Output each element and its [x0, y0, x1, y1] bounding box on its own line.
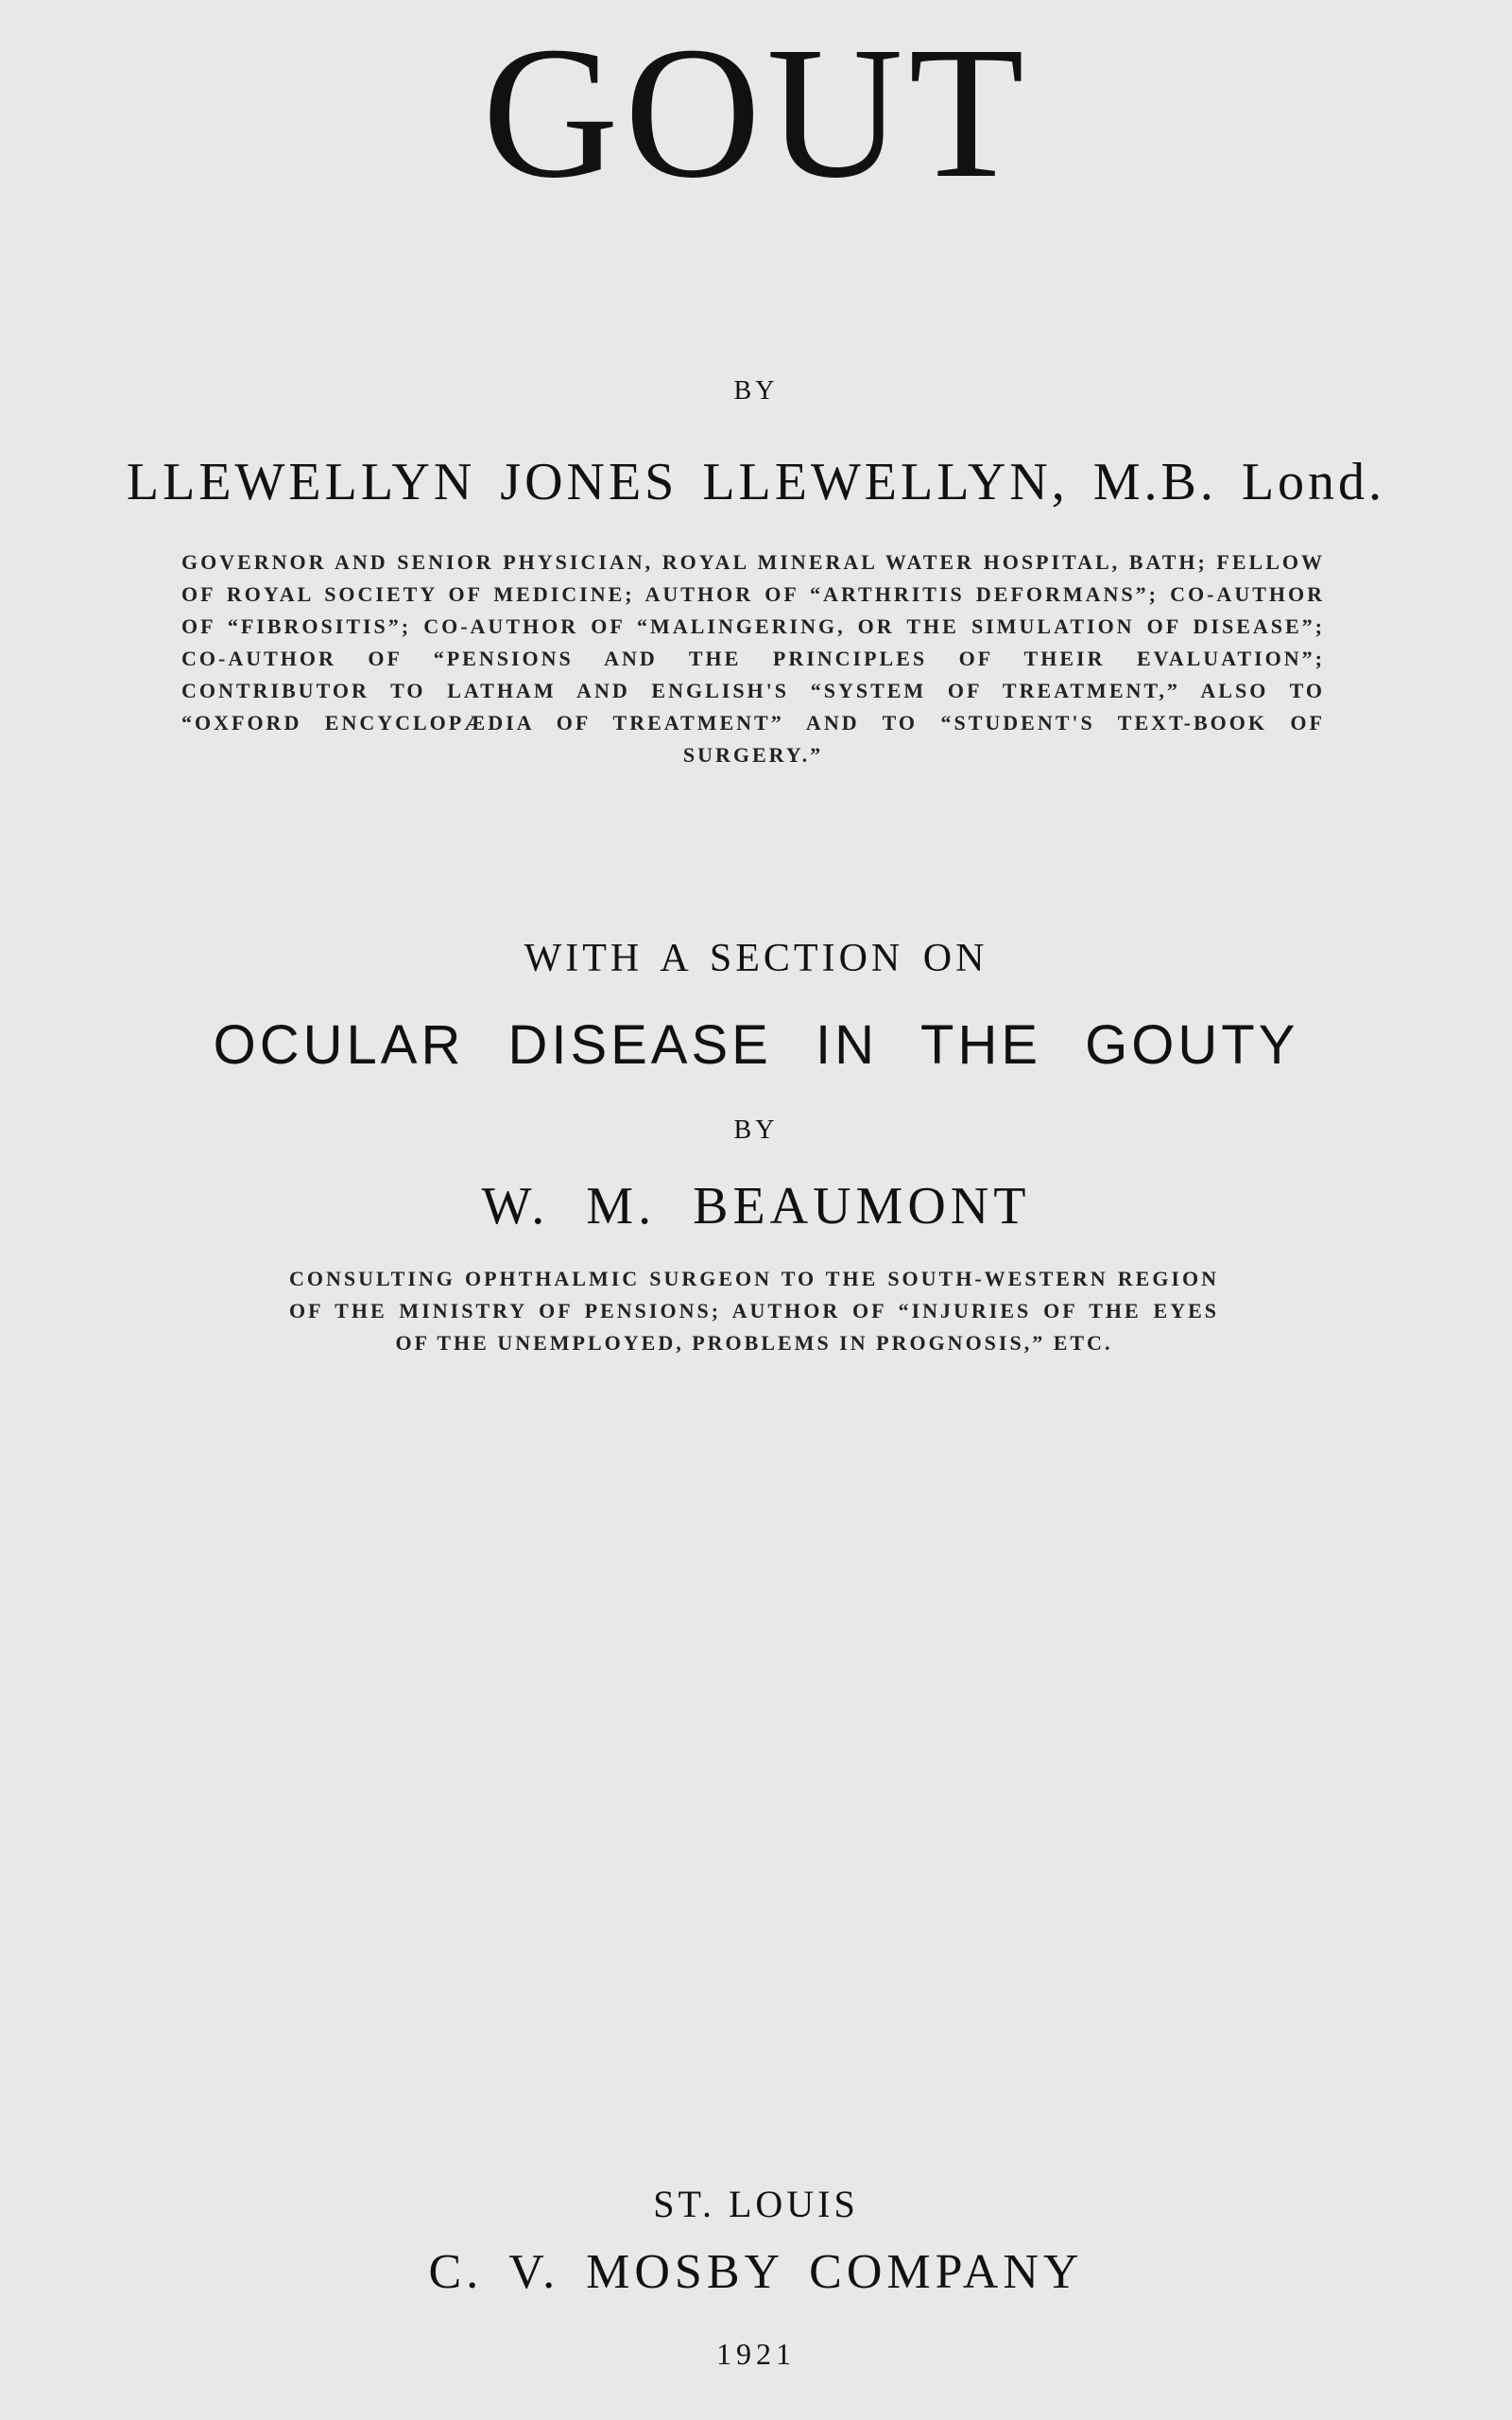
contributor-name: W. M. BEAUMONT — [481, 1177, 1031, 1236]
publisher-name: C. V. MOSBY COMPANY — [428, 2245, 1084, 2299]
book-title: GOUT — [482, 9, 1030, 217]
publication-year: 1921 — [716, 2337, 796, 2371]
publication-place: ST. LOUIS — [653, 2183, 859, 2225]
author-credentials: GOVERNOR AND SENIOR PHYSICIAN, ROYAL MINERAL WATER HOSPITAL, BATH; FELLOW OF ROYAL SOCIETY OF MEDICINE; AUTHOR OF “ARTHRITIS DEFORMANS”; CO-AUTHOR OF “FIBROSITIS”; CO-AUTHOR OF “MALINGERING, OR THE SIMULATION OF DISEASE”; CO-AUTHOR OF “PENSIONS AND THE PRINCIPLES OF THEIR EVALUATION”; CONTRIBUTOR TO LATHAM AND ENGLISH'S “SYSTEM OF TREATMENT,” ALSO TO “OXFORD ENCYCLOPÆDIA OF TREATMENT” AND TO “STUDENT'S TEXT-BOOK OF SURGERY.” — [181, 550, 1325, 767]
by-label: BY — [733, 376, 779, 406]
author-name: LLEWELLYN JONES LLEWELLYN, M.B. Lond. — [126, 453, 1386, 511]
section-title: OCULAR DISEASE IN THE GOUTY — [213, 1014, 1299, 1076]
by-label-section: BY — [733, 1115, 779, 1145]
contributor-credentials: CONSULTING OPHTHALMIC SURGEON TO THE SOUTH-WESTERN REGION OF THE MINISTRY OF PENSIONS; AUTHOR OF “INJURIES OF THE EYES OF THE UNEMPLOYED, PROBLEMS IN PROGNOSIS,” ETC. — [289, 1267, 1219, 1355]
section-intro: WITH A SECTION ON — [524, 937, 988, 980]
